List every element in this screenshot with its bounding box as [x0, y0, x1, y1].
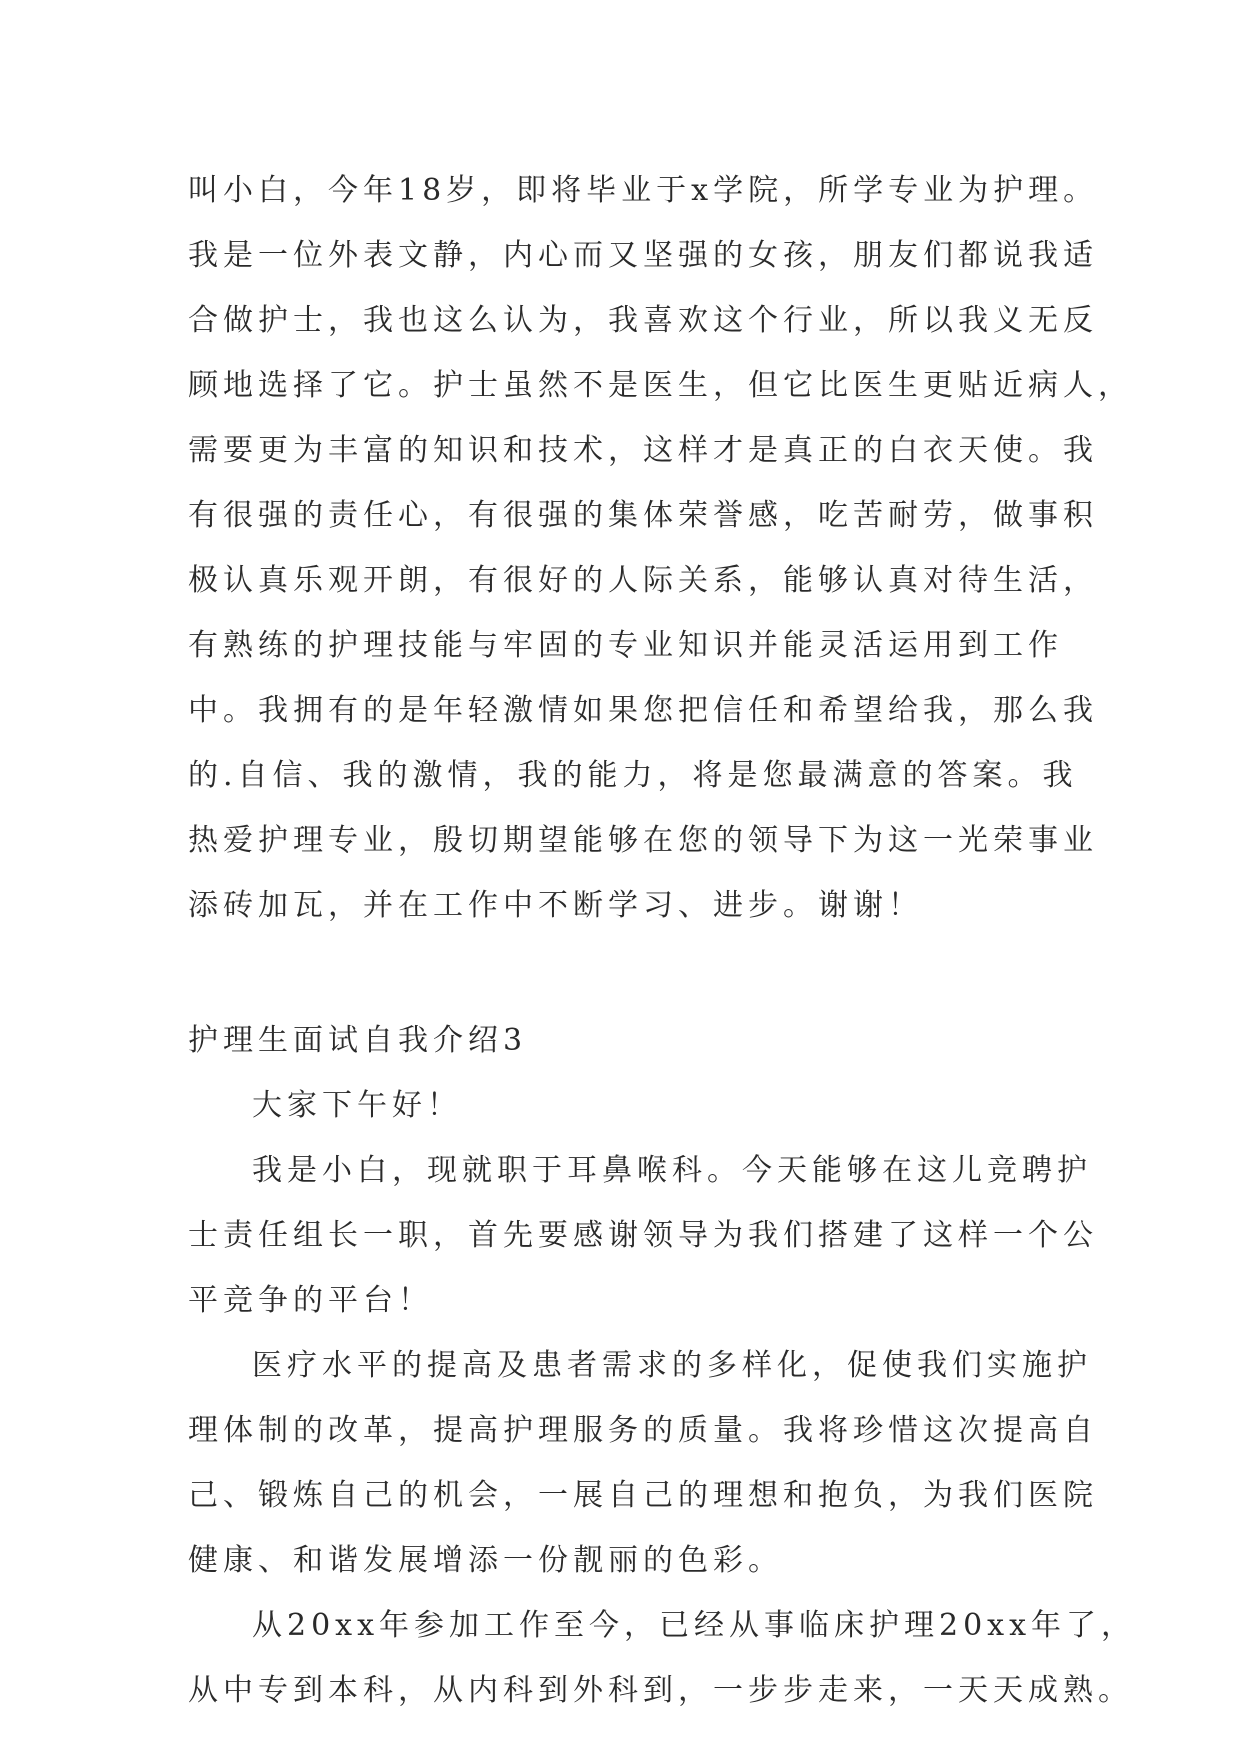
text-line: 叫小白，今年18岁，即将毕业于x学院，所学专业为护理。 [188, 173, 1099, 208]
text-line: 理体制的改革，提高护理服务的质量。我将珍惜这次提高自 [188, 1413, 1098, 1448]
text-line: 需要更为丰富的知识和技术，这样才是真正的白衣天使。我 [188, 433, 1098, 468]
text-line: 医疗水平的提高及患者需求的多样化，促使我们实施护 [252, 1348, 1092, 1383]
greeting: 大家下午好！ [252, 1088, 462, 1123]
section-heading: 护理生面试自我介绍3 [188, 1023, 528, 1058]
paragraph-self-intro [188, 1138, 1098, 1333]
text-line: 健康、和谐发展增添一份靓丽的色彩。 [188, 1543, 783, 1578]
paragraph-intro [188, 158, 1133, 938]
document-body [188, 158, 1137, 1723]
text-line: 中。我拥有的是年轻激情如果您把信任和希望给我，那么我 [188, 693, 1098, 728]
text-line: 热爱护理专业，殷切期望能够在您的领导下为这一光荣事业 [188, 823, 1098, 858]
paragraph-experience [188, 1593, 1137, 1723]
text-line: 合做护士，我也这么认为，我喜欢这个行业，所以我义无反 [188, 303, 1098, 338]
text-line: 添砖加瓦，并在工作中不断学习、进步。谢谢！ [188, 888, 923, 923]
text-line: 有很强的责任心，有很强的集体荣誉感，吃苦耐劳，做事积 [188, 498, 1098, 533]
text-line: 士责任组长一职，首先要感谢领导为我们搭建了这样一个公 [188, 1218, 1098, 1253]
text-line: 从中专到本科，从内科到外科到，一步步走来，一天天成熟。 [188, 1673, 1133, 1708]
text-line: 己、锻炼自己的机会，一展自己的理想和抱负，为我们医院 [188, 1478, 1098, 1513]
text-line: 顾地选择了它。护士虽然不是医生，但它比医生更贴近病人， [188, 368, 1133, 403]
text-line: 极认真乐观开朗，有很好的人际关系，能够认真对待生活， [188, 563, 1098, 598]
text-line: 的.自信、我的激情，我的能力，将是您最满意的答案。我 [188, 758, 1078, 793]
text-line: 平竞争的平台！ [188, 1283, 433, 1318]
text-line: 有熟练的护理技能与牢固的专业知识并能灵活运用到工作 [188, 628, 1063, 663]
paragraph-reform [188, 1333, 1098, 1593]
text-line: 从20xx年参加工作至今，已经从事临床护理20xx年了， [252, 1608, 1137, 1643]
text-line: 我是小白，现就职于耳鼻喉科。今天能够在这儿竞聘护 [252, 1153, 1092, 1188]
text-line: 我是一位外表文静，内心而又坚强的女孩，朋友们都说我适 [188, 238, 1098, 273]
